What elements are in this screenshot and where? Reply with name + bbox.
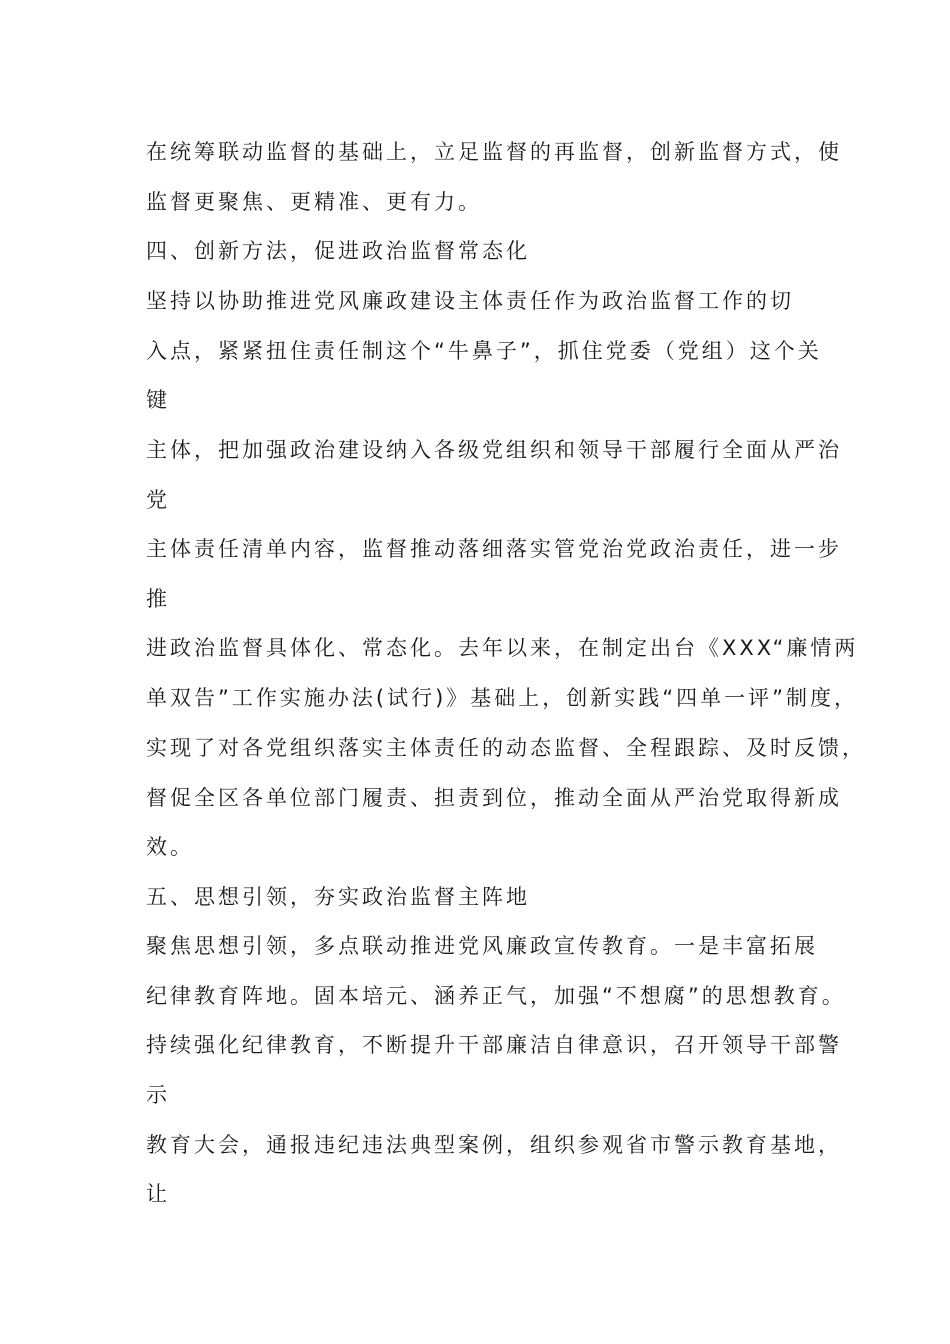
text-line: 主体责任清单内容，监督推动落细落实管党治党政治责任，进一步 <box>146 537 842 561</box>
text-line: 效。 <box>146 835 194 859</box>
text-line: 持续强化纪律教育，不断提升干部廉洁自律意识，召开领导干部警 <box>146 1033 842 1057</box>
text-line: 推 <box>146 587 170 611</box>
text-line: 在统筹联动监督的基础上，立足监督的再监督，创新监督方式，使 <box>146 140 842 164</box>
text-line: 督促全区各单位部门履责、担责到位，推动全面从严治党取得新成 <box>146 786 842 810</box>
text-line: 进政治监督具体化、常态化。去年以来，在制定出台《XXX“廉情两 <box>146 636 859 660</box>
text-line: 监督更聚焦、更精准、更有力。 <box>146 190 482 214</box>
section-heading: 五、思想引领，夯实政治监督主阵地 <box>146 885 530 909</box>
text-line: 教育大会，通报违纪违法典型案例，组织参观省市警示教育基地， <box>146 1133 842 1157</box>
text-line: 示 <box>146 1083 170 1107</box>
text-line: 入点，紧紧扭住责任制这个“牛鼻子”，抓住党委（党组）这个关 <box>146 339 822 363</box>
text-line: 让 <box>146 1182 170 1206</box>
section-heading: 四、创新方法，促进政治监督常态化 <box>146 239 530 263</box>
text-line: 实现了对各党组织落实主体责任的动态监督、全程跟踪、及时反馈， <box>146 736 866 760</box>
text-line: 键 <box>146 388 170 412</box>
text-line: 单双告”工作实施办法(试行)》基础上，创新实践“四单一评”制度， <box>146 686 859 710</box>
text-line: 主体，把加强政治建设纳入各级党组织和领导干部履行全面从严治 <box>146 438 842 462</box>
text-line: 坚持以协助推进党风廉政建设主体责任作为政治监督工作的切 <box>146 289 794 313</box>
text-line: 聚焦思想引领，多点联动推进党风廉政宣传教育。一是丰富拓展 <box>146 934 818 958</box>
text-line: 纪律教育阵地。固本培元、涵养正气，加强“不想腐”的思想教育。 <box>146 984 846 1008</box>
text-line: 党 <box>146 488 170 512</box>
